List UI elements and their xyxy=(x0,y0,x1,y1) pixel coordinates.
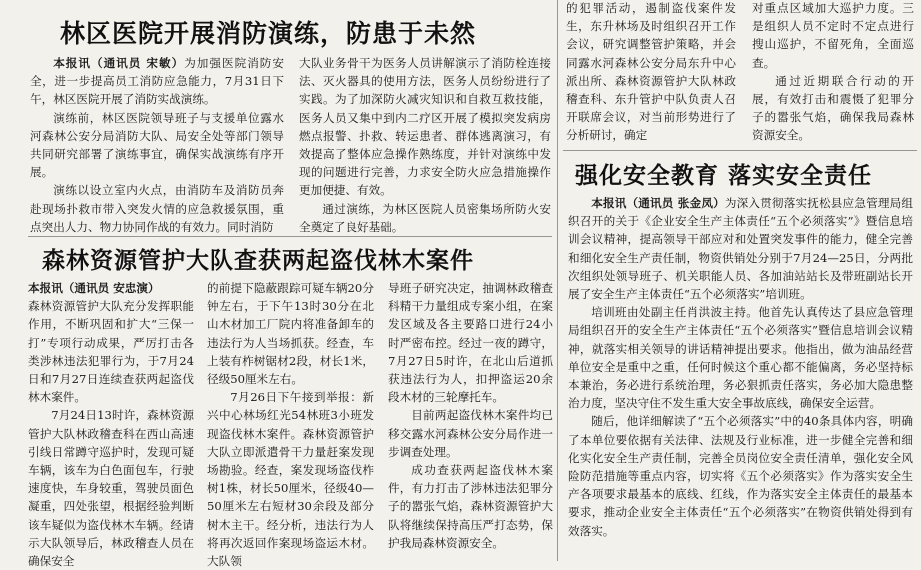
article3-para: 培训班由处副主任肖洪波主持。他首先认真传达了县应急管理局组织召开的安全生产主体责任“五个必须落实”暨信息培训会议精神，就落实相关领导的讲话精神提出要求。他指出，做为油品经营单位安全是重中之重，任何时候这个重心都不能偏离，务必坚持标本兼治，务必进行系统治理，务必狠抓责任落实，务必加大隐患整治力度，坚决守住不发生重大安全事故底线，确保安全运营。 xyxy=(568,305,913,411)
top-article-para: 对重点区域加大巡护力度。三是组织人员不定时不定点进行搜山巡护，不留死角，全面巡查。 xyxy=(752,1,914,70)
article2-headline: 森林资源管护大队查获两起盗伐林木案件 xyxy=(42,248,474,274)
article1-para: 大队业务骨干为医务人员讲解演示了消防栓连接法、灭火器具的使用方法，医务人员纷纷进行了实践。为了加深防火减灾知识和自救互救技能，医务人员又集中到内二疗区开展了模拟突发病房燃点报警、扑救、转运患者、群体逃离演习，有效提高了整体应急操作熟练度，并针对演练中发现的问题进行完善，力求安全防火应急措施操作更加便捷、有效。 xyxy=(299,56,551,198)
article3-headline: 强化安全教育 落实安全责任 xyxy=(575,163,873,189)
top-article-column-b xyxy=(752,0,914,145)
article1-para: 演练以设立室内火点，由消防车及消防员奔赴现场扑救市带入突发火情的应急救援氛围，重点突出人力、物力协同作战的有效力。同时消防 xyxy=(30,183,284,234)
article2-para: 的前提下隐蔽跟踪可疑车辆20分钟左右，于下午13时30分在北山木材加工厂院内将准备卸车的违法行为人当场抓获。经查，车上装有柞树锯材2段，材长1米，径级50厘米左右。 xyxy=(207,281,374,387)
article-separator xyxy=(563,150,917,151)
article3-body xyxy=(568,194,913,540)
article1-para: 为加强医院消防安全，进一步提高员工消防应急能力，7月31日下午，林区医院开展了消防实战演练。 xyxy=(30,56,284,107)
column-divider xyxy=(557,0,558,561)
article2-column-2 xyxy=(207,279,374,570)
article3-para: 随后，他详细解读了“五个必须落实”中的40条具体内容，明确了本单位要依据有关法律、法规及行业标准，进一步健全完善和细化实化安全生产责任制，完善全员岗位安全责任清单，强化安全风险防范措施等重点内容，切实将《五个必须落实》作为落实安全生产各项要求最基本的底线、红线，作为落实安全主体责任的最基本要求，推动企业安全主体责任“五个必须落实”在物资供销处得到有效落实。 xyxy=(568,414,913,538)
article1-byline: 本报讯（通讯员 宋敏） xyxy=(53,56,185,70)
article2-para: 目前两起盗伐林木案件均已移交露水河森林公安分局作进一步调查处理。 xyxy=(388,408,553,459)
article2-para: 森林资源管护大队充分发挥职能作用，不断巩固和扩大“三保一打”专项行动成果，严厉打击各类涉林违法犯罪行为，于7月24日和7月27日连续查获两起盗伐林木案件。 xyxy=(28,299,194,405)
article2-column-3 xyxy=(388,279,553,552)
article3-para: 为深入贯彻落实抚松县应急管理局组织召开的关于《企业安全生产主体责任“五个必须落实”》暨信息培训会议精神，提高领导干部应对和处置突发事件的能力，健全完善和细化安全生产责任制，物资供销处分别于7月24—25日，分两批次组织处领导班子、机关职能人员、各加油站站长及带班副站长开展了安全生产主体责任“五个必须落实”培训班。 xyxy=(568,196,913,302)
article1-column-2 xyxy=(299,54,551,236)
article-separator xyxy=(28,236,552,237)
article2-para: 7月26日下午接到举报：新兴中心林场红光54林班3小班发现盗伐林木案件。森林资源管护大队立即派遣骨干力量赶案发现场勘验。经查，案发现场盗伐柞树1株，材长50厘米，径级40—50厘米左右短材30余段及部分树木主干。经分析，违法行为人将再次返回作案现场盗运木材。大队领 xyxy=(207,390,374,569)
article2-byline: 本报讯（通讯员 安忠演） xyxy=(28,281,160,295)
article3-byline: 本报讯（通讯员 张金凤） xyxy=(591,196,725,210)
article1-column-1 xyxy=(30,54,284,236)
article2-column-1 xyxy=(28,279,194,570)
top-article-column-a xyxy=(566,0,736,145)
article1-headline: 林区医院开展消防演练，防患于未然 xyxy=(60,19,477,48)
article1-para: 演练前，林区医院领导班子与支援单位露水河森林公安分局消防大队、局安全处等部门领导共同研究部署了演练事宜，确保实战演练有序开展。 xyxy=(30,110,284,180)
article1-para: 通过演练，为林区医院人员密集场所防火安全奠定了良好基础。 xyxy=(299,201,551,234)
article2-para: 成功查获两起盗伐林木案件，有力打击了涉林违法犯罪分子的嚣张气焰，森林资源管护大队将继续保持高压严打态势，保护我局森林资源安全。 xyxy=(388,463,553,550)
article2-para: 导班子研究决定，抽调林政稽查科精干力量组成专案小组，在案发区域及各主要路口进行24小时严密布控。经过一夜的蹲守，7月27日5时许，在北山后道抓获违法行为人，扣押盗运20余段木材的三轮摩托车。 xyxy=(388,281,553,405)
top-article-para: 通过近期联合行动的开展，有效打击和震慑了犯罪分子的嚣张气焰，确保我局森林资源安全。 xyxy=(752,73,914,143)
top-article-para: 的犯罪活动，遏制盗伐案件发生，东升林场及时组织召开工作会议，研究调整管护策略，并会同露水河森林公安分局东升中心派出所、森林资源管护大队林政稽查科、东升管护中队负责人召开联席会议，对当前形势进行了分析研讨，确定 xyxy=(566,1,736,143)
article2-para: 7月24日13时许，森林资源管护大队林政稽查科在西山高速引线日常蹲守巡护时，发现可疑车辆，该车为白色面包车，行驶速度快，车身较重，驾驶员面色凝重，四处张望，根据经验判断该车疑似为盗伐林木车辆。经请示大队领导后，林政稽查人员在确保安全 xyxy=(28,408,194,569)
